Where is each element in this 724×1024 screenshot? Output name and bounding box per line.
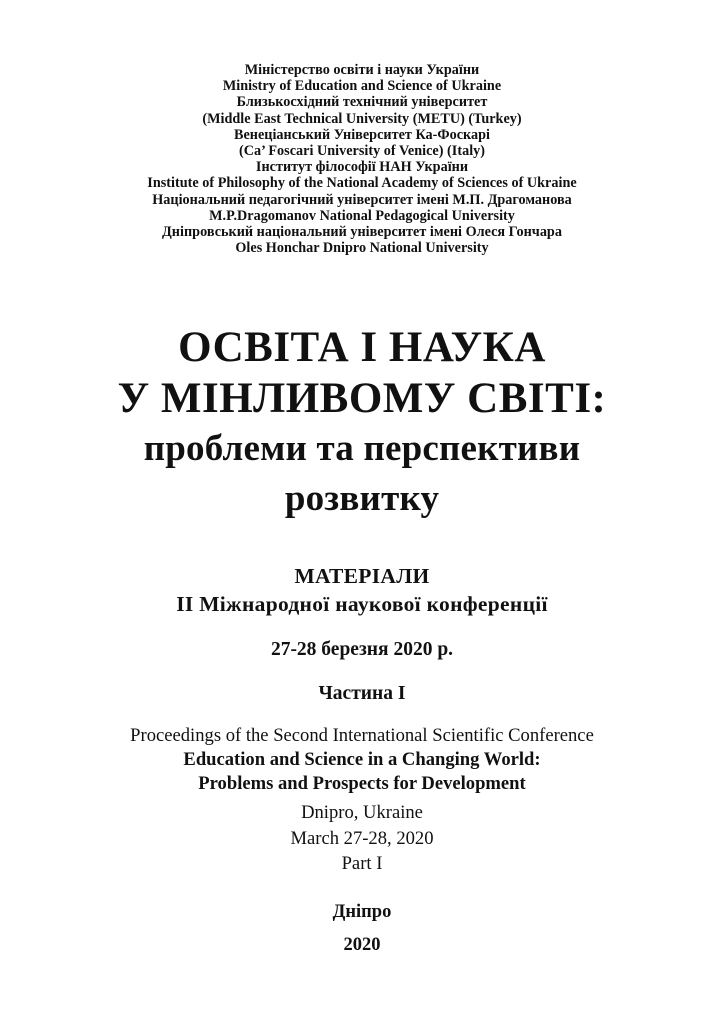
english-date: March 27-28, 2020 xyxy=(290,827,434,849)
english-part: Part I xyxy=(341,853,383,874)
organization-line: (Ca’ Foscari University of Venice) (Italy) xyxy=(238,143,486,160)
publication-year: 2020 xyxy=(343,935,381,955)
english-place: Dnipro, Ukraine xyxy=(301,802,423,823)
organization-line: Венеціанський Університет Ка-Фоскарі xyxy=(233,126,491,143)
organization-line: Міністерство освіти і науки України xyxy=(244,62,480,78)
english-imprint-block xyxy=(0,800,724,877)
organization-line: Ministry of Education and Science of Ukraine xyxy=(222,78,502,95)
page-title xyxy=(30,322,694,524)
title-line-caps: У МІНЛИВОМУ СВІТІ: xyxy=(117,375,607,422)
organization-line: Близькосхідний технічний університет xyxy=(236,94,488,111)
conference-date-ua: 27-28 березня 2020 р. xyxy=(270,639,454,660)
organization-line: Національний педагогічний університет імені М.П. Драгоманова xyxy=(152,191,572,208)
organization-line: Інститут філософії НАН України xyxy=(255,159,469,176)
materials-heading-block xyxy=(40,562,684,618)
organization-line: Дніпровський національний університет імені Олеся Гончара xyxy=(162,224,562,241)
imprint-footer xyxy=(0,896,724,962)
organization-line: (Middle East Technical University (METU) (Turkey) xyxy=(202,110,522,127)
organizations-header xyxy=(50,62,674,256)
materials-heading: МАТЕРІАЛИ xyxy=(294,564,430,588)
title-line-subtitle: проблеми та перспективи xyxy=(143,428,581,469)
organization-line: Oles Honchar Dnipro National University xyxy=(235,240,489,257)
title-line-subtitle: розвитку xyxy=(284,478,440,519)
title-line-caps: ОСВІТА І НАУКА xyxy=(178,324,546,371)
volume-part-ua: Частина I xyxy=(318,683,406,704)
english-title-block xyxy=(40,724,684,796)
organization-line: M.P.Dragomanov National Pedagogical University xyxy=(209,207,515,224)
publication-place: Дніпро xyxy=(332,902,392,922)
conference-name: II Міжнародної наукової конференції xyxy=(176,592,548,616)
proceedings-label: Proceedings of the Second International Scientific Conference xyxy=(130,725,594,746)
english-title-line: Education and Science in a Changing World: xyxy=(183,749,541,770)
english-title-line: Problems and Prospects for Development xyxy=(198,773,526,794)
organization-line: Institute of Philosophy of the National Academy of Sciences of Ukraine xyxy=(147,175,577,192)
